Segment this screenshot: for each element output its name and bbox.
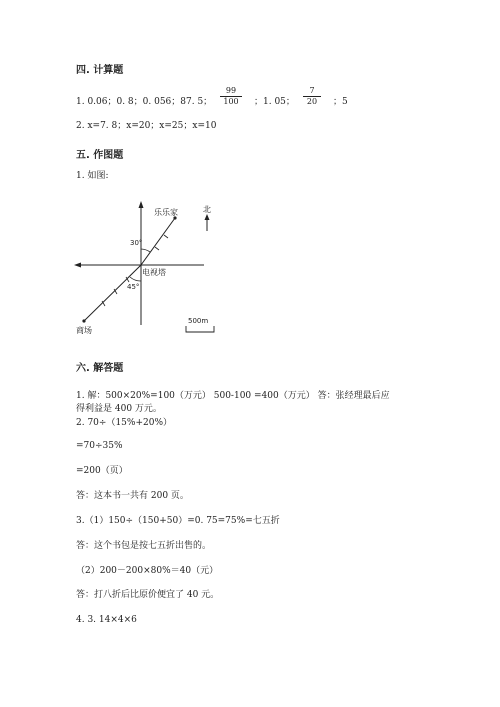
answer-line: 答：这本书一共有 200 页。 <box>76 491 189 501</box>
label-tv-tower: 电视塔 <box>142 268 166 277</box>
answer-line: 答：打八折后比原价便宜了 40 元。 <box>76 590 220 600</box>
answer-line: 3.（1）150÷（150+50）=0. 75=75%=七五折 <box>76 516 280 526</box>
section-6-heading: 六. 解答题 <box>76 363 124 374</box>
answer-line: 答：这个书包是按七五折出售的。 <box>76 541 212 551</box>
fraction-7-20 <box>303 86 321 107</box>
section-4-answer-1-mid: ；1. 05； <box>254 97 295 107</box>
line-to-home <box>141 218 175 265</box>
answer-line: =70÷35% <box>76 441 123 451</box>
line-to-mall <box>84 265 141 321</box>
label-mall: 商场 <box>76 326 92 335</box>
fraction-numerator: 7 <box>303 86 321 97</box>
section-4-answer-1-suffix: ；5 <box>333 97 348 107</box>
mall-point <box>82 319 85 322</box>
section-5-heading: 五. 作图题 <box>76 150 124 161</box>
answer-line: （2）200－200×80%＝40（元） <box>76 566 219 576</box>
vertical-axis-arrowhead <box>139 201 144 208</box>
answer-line: 得利益是 400 万元。 <box>76 404 162 414</box>
section-4-heading: 四. 计算题 <box>76 65 124 76</box>
scale-label: 500m <box>188 317 209 325</box>
answer-line: 1. 解：500×20%=100（万元） 500-100 =400（万元） 答：张经理最后应 <box>76 391 390 401</box>
answer-line: 4. 3. 14×4×6 <box>76 615 137 625</box>
segment-tick <box>164 235 168 238</box>
scale-bar <box>186 326 214 332</box>
map-diagram <box>70 195 230 340</box>
section-5-answer-1: 1. 如图: <box>76 171 109 181</box>
angle-arc-30 <box>141 249 150 252</box>
section-4-answer-1-prefix: 1. 0.06；0. 8；0. 056；87. 5； <box>76 97 213 107</box>
angle-label-30: 30° <box>130 239 143 247</box>
fraction-denominator: 20 <box>306 97 318 106</box>
north-arrow-icon <box>205 214 210 220</box>
segment-tick <box>155 247 159 250</box>
fraction-denominator: 100 <box>223 97 239 106</box>
angle-arc-45 <box>130 277 141 281</box>
answer-line: =200（页） <box>76 466 128 476</box>
angle-label-45: 45° <box>127 283 140 291</box>
fraction-numerator: 99 <box>220 86 242 97</box>
horizontal-axis-arrowhead <box>74 263 81 268</box>
fraction-99-100 <box>220 86 242 107</box>
answer-line: 2. 70÷（15%+20%） <box>76 418 172 428</box>
label-home: 乐乐家 <box>154 208 178 217</box>
north-label: 北 <box>203 205 211 214</box>
section-4-answer-2: 2. x=7. 8；x=20；x=25；x=10 <box>76 121 217 131</box>
